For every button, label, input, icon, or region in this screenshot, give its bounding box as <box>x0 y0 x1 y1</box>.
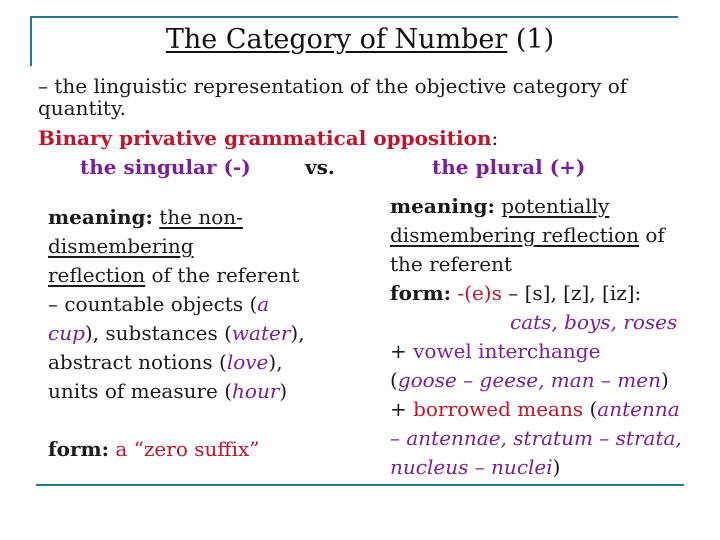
right-form-allomorphs: – [s], [z], [iz]: <box>501 281 642 305</box>
right-ex1-open: ( <box>390 368 398 392</box>
right-meaning-3: the referent <box>390 252 513 276</box>
left-line-6: abstract notions ( <box>48 350 227 374</box>
right-ex2-close: ) <box>552 455 561 479</box>
title-suffix: (1) <box>507 24 555 55</box>
left-line-5-mid: ), substances ( <box>84 321 232 345</box>
plural-column <box>390 192 682 482</box>
definition-line-2: quantity. <box>38 96 126 120</box>
top-frame-line <box>30 16 678 18</box>
left-line-7-end: ) <box>279 379 288 403</box>
vs-label: vs. <box>305 155 335 179</box>
left-meaning-2: dismembering <box>48 234 194 258</box>
right-example-2a: antenna <box>597 397 680 421</box>
left-meaning-3: reflection <box>48 263 146 287</box>
right-meaning-2b: of <box>639 223 665 247</box>
left-meaning-3b: of the referent <box>145 263 300 287</box>
left-meaning-1: the non- <box>159 205 243 229</box>
plural-label: the plural (+) <box>432 155 586 179</box>
right-form-suffix: -(e)s <box>451 281 502 305</box>
left-form-label: form: <box>48 437 110 461</box>
right-plus-1: + <box>390 339 414 363</box>
right-meaning-label: meaning: <box>390 194 495 218</box>
left-example-hour: hour <box>232 379 280 403</box>
singular-label: the singular (-) <box>80 155 251 179</box>
left-example-cup: cup <box>48 321 85 345</box>
opposition-line <box>38 126 498 150</box>
bottom-frame-line <box>36 484 684 486</box>
left-example-love: love <box>226 350 269 374</box>
right-example-2b: – antennae, stratum – strata, <box>390 426 682 450</box>
left-line-6-end: ), <box>268 350 283 374</box>
right-form-label: form: <box>390 281 452 305</box>
right-borrowed-means: borrowed means <box>413 397 584 421</box>
left-example-a: a <box>257 292 270 316</box>
right-example-2c: nucleus – nuclei <box>390 455 553 479</box>
slide-title <box>0 24 720 55</box>
definition-line-1: – the linguistic representation of the objective category of <box>38 74 628 98</box>
right-example-1: goose – geese, man – men <box>397 368 661 392</box>
right-ex2-open: ( <box>583 397 598 421</box>
left-meaning-label: meaning: <box>48 205 153 229</box>
singular-column <box>48 203 305 406</box>
left-form-line <box>48 435 259 464</box>
right-ex1-close: ) <box>660 368 669 392</box>
opposition-colon: : <box>491 126 499 150</box>
right-plus-2: + <box>390 397 414 421</box>
right-vowel-interchange: vowel interchange <box>413 339 601 363</box>
left-example-water: water <box>231 321 291 345</box>
right-meaning-1: potentially <box>501 194 610 218</box>
left-line-5-end: ), <box>290 321 305 345</box>
left-line-4: – countable objects ( <box>48 292 258 316</box>
title-main: The Category of Number <box>165 24 508 55</box>
left-form-value: a “zero suffix” <box>109 437 260 461</box>
left-line-7: units of measure ( <box>48 379 233 403</box>
right-meaning-2: dismembering reflection <box>390 223 639 247</box>
opposition-label: Binary privative grammatical opposition <box>38 126 492 150</box>
right-form-examples: cats, boys, roses <box>510 310 678 334</box>
